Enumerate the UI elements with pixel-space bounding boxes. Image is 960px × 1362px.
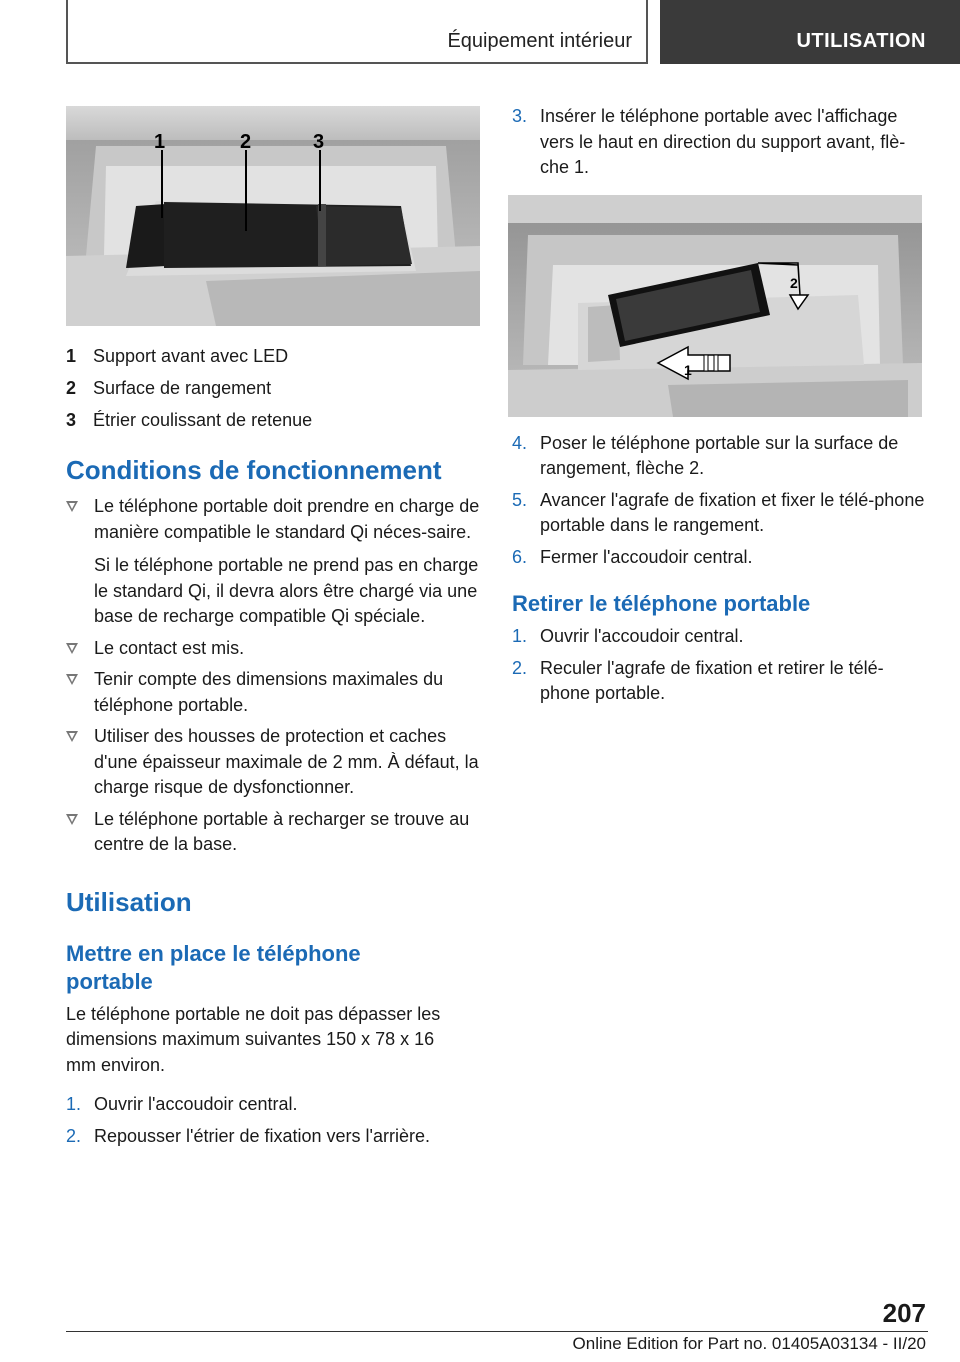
steps-left bbox=[66, 1092, 480, 1149]
heading-retirer: Retirer le téléphone portable bbox=[512, 591, 811, 616]
section-title: Équipement intérieur bbox=[447, 30, 632, 52]
figure-phone-tray-illustration bbox=[66, 106, 480, 326]
list-item: 3. Insérer le téléphone portable avec l'affichage vers le haut en direction du support avant, flè-che 1. bbox=[512, 106, 906, 177]
chapter-title: UTILISATION bbox=[796, 30, 926, 52]
list-item: Tenir compte des dimensions maximales du téléphone portable. bbox=[66, 667, 480, 718]
left-column bbox=[66, 106, 480, 1155]
callout-3: 3 bbox=[313, 131, 325, 153]
legend-item: 3 Étrier coulissant de retenue bbox=[66, 410, 313, 430]
callout-1: 1 bbox=[154, 131, 166, 153]
right-column bbox=[512, 104, 926, 713]
list-item: 1. Ouvrir l'accoudoir central. bbox=[66, 1094, 298, 1114]
figure-insert-phone bbox=[508, 195, 922, 417]
list-item: Le contact est mis. bbox=[66, 636, 480, 662]
arrow-label-2: 2 bbox=[790, 274, 798, 291]
page-number: 207 bbox=[882, 1298, 926, 1328]
footer-edition: Online Edition for Part no. 01405A03134 - II/20 bbox=[572, 1334, 926, 1353]
steps-right-top bbox=[512, 104, 926, 181]
list-item: 6. Fermer l'accoudoir central. bbox=[512, 546, 753, 567]
list-item: Le téléphone portable doit prendre en charge de manière compatible le standard Qi néces-saire. Si le téléphone portable ne prend pas en charge le standard Qi, il devra alors être chargé via une base de recharge compatible Qi spéciale. bbox=[66, 494, 480, 630]
heading-utilisation: Utilisation bbox=[66, 886, 192, 917]
list-item: Le téléphone portable à recharger se trouve au centre de la base. bbox=[66, 807, 480, 858]
list-item: 4. Poser le téléphone portable sur la surface de rangement, flèche 2. bbox=[512, 432, 899, 478]
arrow-label-1: 1 bbox=[684, 361, 692, 378]
triangle-bullet-icon bbox=[66, 674, 78, 685]
legend-item: 1 Support avant avec LED bbox=[66, 346, 289, 366]
header-chapter-tab bbox=[660, 0, 960, 64]
steps-retirer bbox=[512, 624, 926, 707]
triangle-bullet-icon bbox=[66, 814, 78, 825]
triangle-bullet-icon bbox=[66, 643, 78, 654]
steps-right-bottom bbox=[512, 431, 926, 571]
figure-insert-phone-illustration bbox=[508, 195, 922, 417]
conditions-list bbox=[66, 494, 480, 858]
heading-conditions: Conditions de fonctionnement bbox=[66, 455, 442, 485]
callout-2: 2 bbox=[240, 131, 252, 153]
list-item: 2. Repousser l'étrier de fixation vers l'arrière. bbox=[66, 1125, 431, 1146]
footer-divider bbox=[66, 1331, 928, 1332]
list-item: 1. Ouvrir l'accoudoir central. bbox=[512, 626, 744, 646]
triangle-bullet-icon bbox=[66, 731, 78, 742]
dimensions-paragraph: Le téléphone portable ne doit pas dépasser les dimensions maximum suivantes 150 x 78 x 16 mm environ. bbox=[66, 1003, 441, 1075]
legend-item: 2 Surface de rangement bbox=[66, 378, 272, 398]
figure-phone-tray bbox=[66, 106, 480, 326]
triangle-bullet-icon bbox=[66, 501, 78, 512]
heading-mettre-en-place: Mettre en place le téléphone portable bbox=[66, 940, 361, 994]
header-section-tab bbox=[66, 0, 648, 64]
list-item: 5. Avancer l'agrafe de fixation et fixer le télé-phone portable dans le rangement. bbox=[512, 489, 925, 535]
list-item: Utiliser des housses de protection et caches d'une épaisseur maximale de 2 mm. À défaut, la charge risque de dysfonctionner. bbox=[66, 724, 480, 801]
list-item: 2. Reculer l'agrafe de fixation et retirer le télé-phone portable. bbox=[512, 657, 884, 703]
figure-legend bbox=[66, 340, 480, 436]
